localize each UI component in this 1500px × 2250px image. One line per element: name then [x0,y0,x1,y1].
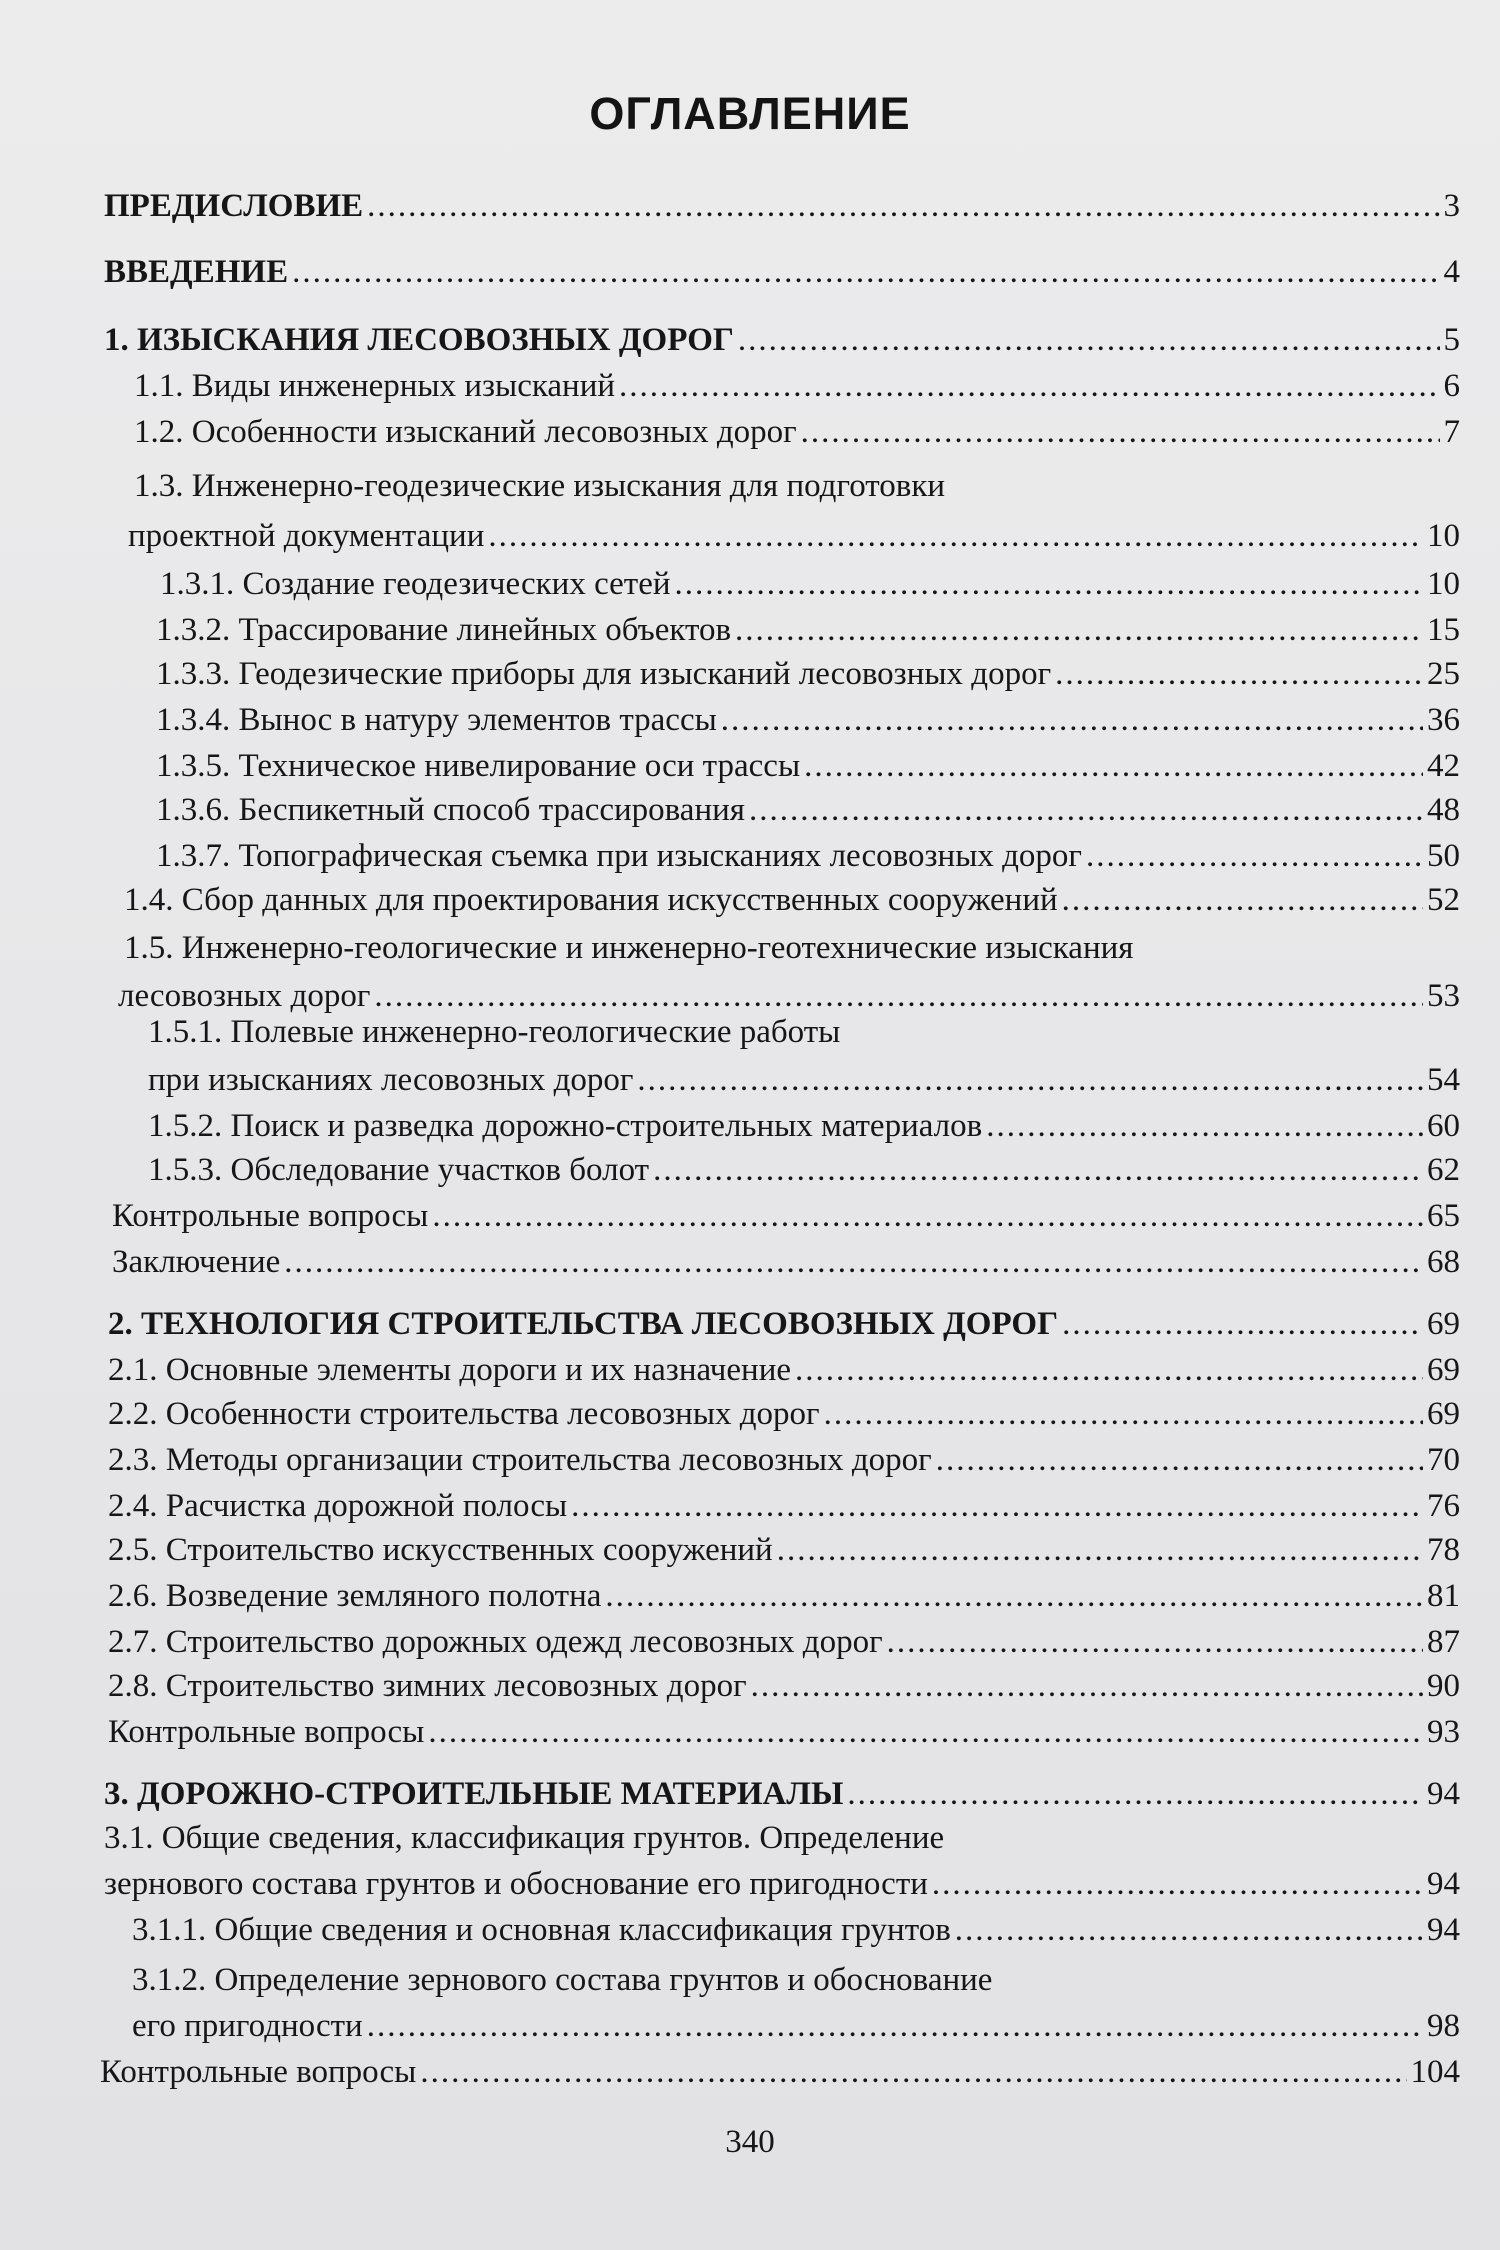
toc-entry-page: 76 [1427,1488,1460,1524]
toc-entry-label: зернового состава грунтов и обоснование его пригодности [104,1866,928,1902]
toc-leader [488,516,1423,556]
toc-leader [721,700,1423,740]
toc-entry-page: 94 [1427,1866,1460,1902]
toc-entry[interactable] [156,746,1460,786]
toc-entry-label: его пригодности [132,2008,363,2044]
toc-entry-page: 78 [1427,1532,1460,1568]
toc-entry-page: 42 [1427,748,1460,784]
toc-entry-page: 60 [1427,1108,1460,1144]
toc-leader [292,252,1439,292]
toc-entry[interactable] [108,1712,1460,1752]
toc-entry-label: 1.3.6. Беспикетный способ трассирования [156,792,745,828]
toc-leader [801,412,1440,452]
toc-entry-label: Контрольные вопросы [108,1714,425,1750]
toc-entry[interactable] [104,320,1460,360]
toc-leader [751,1666,1423,1706]
toc-entry[interactable] [148,1150,1460,1190]
toc-entry-label: 1. ИЗЫСКАНИЯ ЛЕСОВОЗНЫХ ДОРОГ [104,322,734,358]
toc-leader [986,1106,1423,1146]
toc-entry[interactable] [132,1910,1460,1950]
toc-entry-page: 98 [1427,2008,1460,2044]
toc-leader [738,320,1440,360]
toc-entry-page: 104 [1410,2054,1460,2090]
toc-entry-label: 2.4. Расчистка дорожной полосы [108,1488,568,1524]
toc-leader [887,1622,1423,1662]
toc-entry-page: 25 [1427,656,1460,692]
toc-leader [605,1576,1423,1616]
toc-entry-page: 69 [1427,1396,1460,1432]
toc-leader [932,1864,1423,1904]
toc-leader [637,1060,1423,1100]
toc-entry-label: 2. ТЕХНОЛОГИЯ СТРОИТЕЛЬСТВА ЛЕСОВОЗНЫХ ДОРОГ [108,1306,1059,1342]
toc-entry-label: 2.6. Возведение земляного полотна [108,1578,602,1614]
toc-entry-label: 1.2. Особенности изысканий лесовозных дорог [134,414,797,450]
toc-entry-label: 1.3.5. Техническое нивелирование оси трассы [156,748,801,784]
toc-leader [432,1196,1423,1236]
toc-entry-label: Контрольные вопросы [100,2054,417,2090]
toc-entry-label: 2.2. Особенности строительства лесовозных дорог [108,1396,820,1432]
toc-entry[interactable] [148,1060,1460,1100]
toc-leader [284,1242,1423,1282]
toc-entry[interactable] [108,1622,1460,1662]
toc-entry[interactable] [118,976,1460,1016]
toc-entry-label: 1.5.2. Поиск и разведка дорожно-строительных материалов [148,1108,983,1144]
toc-entry-label: ПРЕДИСЛОВИЕ [104,188,364,224]
toc-entry[interactable] [156,790,1460,830]
toc-leader [1062,1304,1423,1344]
toc-entry[interactable] [134,412,1460,452]
toc-entry[interactable] [124,880,1460,920]
toc-entry-page: 93 [1427,1714,1460,1750]
toc-entry-page: 7 [1443,414,1460,450]
page-number: 340 [725,2124,775,2160]
toc-entry[interactable] [108,1530,1460,1570]
toc-entry[interactable] [108,1666,1460,1706]
toc-leader [367,186,1439,226]
toc-entry-page: 62 [1427,1152,1460,1188]
toc-entry-page: 10 [1427,518,1460,554]
toc-entry-label: 2.8. Строительство зимних лесовозных дорог [108,1668,747,1704]
toc-entry-label-line1[interactable]: 3.1. Общие сведения, классификация грунтов. Определение [104,1820,945,1856]
toc-entry-label-line1[interactable]: 1.3. Инженерно-геодезические изыскания для подготовки [134,468,946,504]
toc-entry-label: 1.3.1. Создание геодезических сетей [160,566,671,602]
toc-leader [1055,654,1423,694]
toc-leader [777,1530,1423,1570]
toc-entry-label: 1.3.4. Вынос в натуру элементов трассы [156,702,717,738]
toc-entry[interactable] [156,836,1460,876]
toc-entry-page: 87 [1427,1624,1460,1660]
toc-entry[interactable] [108,1304,1460,1344]
toc-leader [749,790,1423,830]
toc-entry[interactable] [156,610,1460,650]
toc-entry[interactable] [108,1576,1460,1616]
toc-entry-label: 2.1. Основные элементы дороги и их назначение [108,1352,792,1388]
toc-leader [955,1910,1423,1950]
page-title: ОГЛАВЛЕНИЕ [589,88,911,139]
toc-entry[interactable] [160,564,1460,604]
toc-entry-page: 4 [1443,254,1460,290]
toc-leader [824,1394,1423,1434]
toc-leader [936,1440,1423,1480]
toc-entry-page: 69 [1427,1352,1460,1388]
toc-entry-label: 3.1.1. Общие сведения и основная классификация грунтов [132,1912,951,1948]
toc-entry[interactable] [108,1394,1460,1434]
toc-entry-label: лесовозных дорог [118,978,371,1014]
toc-entry-page: 5 [1443,322,1460,358]
toc-entry[interactable] [104,186,1460,226]
toc-entry-label: 1.1. Виды инженерных изысканий [134,368,616,404]
toc-entry-label: 1.5.3. Обследование участков болот [148,1152,650,1188]
toc-entry-page: 81 [1427,1578,1460,1614]
toc-entry-page: 94 [1427,1912,1460,1948]
toc-entry-label: при изысканиях лесовозных дорог [148,1062,634,1098]
toc-entry-label: 1.3.7. Топографическая съемка при изысканиях лесовозных дорог [156,838,1082,874]
toc-entry-page: 69 [1427,1306,1460,1342]
toc-entry-page: 15 [1427,612,1460,648]
toc-entry-label-line1[interactable]: 1.5.1. Полевые инженерно-геологические работы [148,1014,841,1050]
toc-entry-page: 53 [1427,978,1460,1014]
toc-entry-label: 1.3.2. Трассирование линейных объектов [156,612,732,648]
toc-leader [428,1712,1423,1752]
toc-entry-label: 1.3.3. Геодезические приборы для изысканий лесовозных дорог [156,656,1052,692]
toc-entry-label-line1[interactable]: 3.1.2. Определение зернового состава грунтов и обоснование [132,1962,993,1998]
toc-entry-page: 54 [1427,1062,1460,1098]
toc-entry-label: ВВЕДЕНИЕ [104,254,289,290]
toc-entry[interactable] [148,1106,1460,1146]
toc-leader [367,2006,1423,2046]
toc-entry[interactable] [104,1774,1460,1814]
toc-entry-page: 90 [1427,1668,1460,1704]
toc-leader [804,746,1423,786]
toc-entry-page: 70 [1427,1442,1460,1478]
toc-entry[interactable] [100,2052,1460,2092]
toc-leader [1062,880,1423,920]
toc-entry-page: 94 [1427,1776,1460,1812]
toc-entry-page: 3 [1443,188,1460,224]
toc-entry-label: Заключение [112,1244,281,1280]
toc-entry[interactable] [108,1440,1460,1480]
toc-entry[interactable] [112,1242,1460,1282]
toc-leader [653,1150,1423,1190]
toc-entry[interactable] [156,700,1460,740]
toc-leader [571,1486,1423,1526]
toc-entry[interactable] [112,1196,1460,1236]
toc-entry-label: 2.3. Методы организации строительства лесовозных дорог [108,1442,932,1478]
toc-entry[interactable] [104,1864,1460,1904]
toc-entry-page: 68 [1427,1244,1460,1280]
toc-leader [847,1774,1423,1814]
toc-entry-label: Контрольные вопросы [112,1198,429,1234]
toc-entry[interactable] [134,366,1460,406]
toc-leader [420,2052,1406,2092]
toc-entry-label: 2.7. Строительство дорожных одежд лесовозных дорог [108,1624,883,1660]
toc-entry[interactable] [108,1350,1460,1390]
toc-leader [735,610,1423,650]
toc-entry-page: 48 [1427,792,1460,828]
toc-entry-page: 52 [1427,882,1460,918]
toc-entry-label-line1[interactable]: 1.5. Инженерно-геологические и инженерно-геотехнические изыскания [124,930,1134,966]
toc-leader [675,564,1423,604]
toc-entry-label: 2.5. Строительство искусственных сооружений [108,1532,773,1568]
toc-entry[interactable] [108,1486,1460,1526]
toc-entry-page: 36 [1427,702,1460,738]
toc-entry-page: 65 [1427,1198,1460,1234]
toc-leader [374,976,1423,1016]
toc-entry-label: 3. ДОРОЖНО-СТРОИТЕЛЬНЫЕ МАТЕРИАЛЫ [104,1776,844,1812]
toc-entry-label: проектной документации [128,518,485,554]
toc-entry[interactable] [132,2006,1460,2046]
toc-entry-page: 10 [1427,566,1460,602]
toc-entry-page: 6 [1443,368,1460,404]
toc-leader [795,1350,1423,1390]
toc-entry[interactable] [104,252,1460,292]
toc-leader [619,366,1439,406]
toc-entry[interactable] [156,654,1460,694]
toc-entry-page: 50 [1427,838,1460,874]
toc-entry-label: 1.4. Сбор данных для проектирования искусственных сооружений [124,882,1058,918]
toc-leader [1086,836,1423,876]
toc-entry[interactable] [128,516,1460,556]
